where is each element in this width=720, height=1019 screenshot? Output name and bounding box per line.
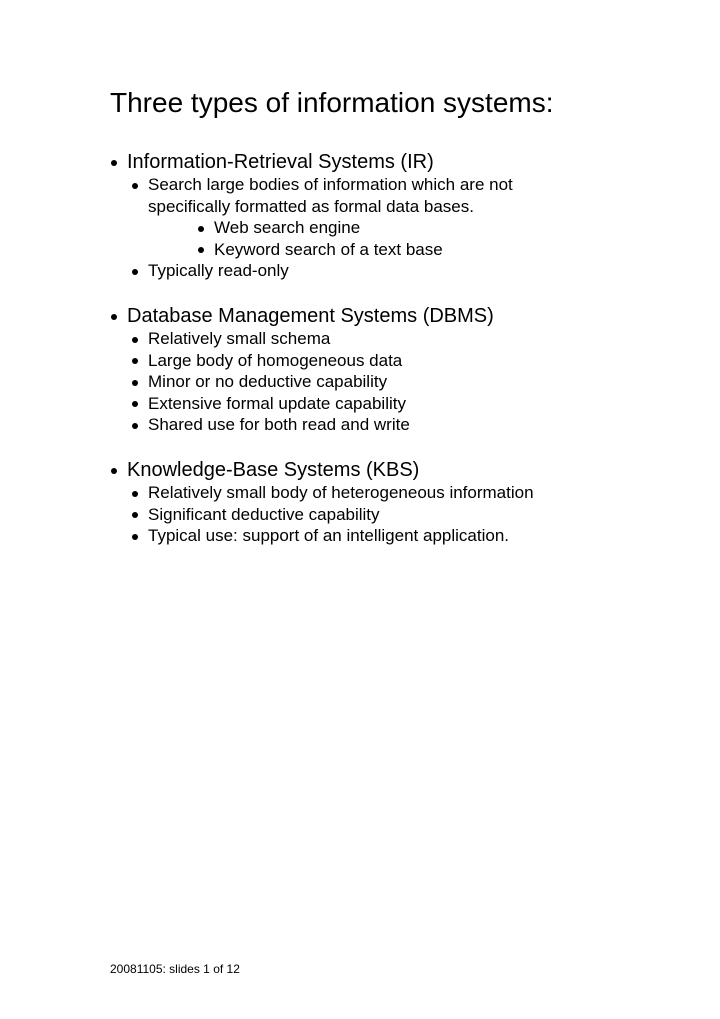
- list-item-text: Keyword search of a text base: [214, 239, 443, 259]
- list-item: [110, 414, 494, 436]
- bullet-icon: [198, 226, 204, 232]
- section-heading: Information-Retrieval Systems (IR): [127, 151, 434, 173]
- list-item: [110, 371, 494, 393]
- list-item: [110, 504, 534, 526]
- section-ir: [110, 150, 513, 282]
- bullet-icon: [132, 423, 138, 429]
- list-item-heading: [110, 150, 513, 174]
- list-item-heading: [110, 458, 534, 482]
- bullet-icon: [111, 314, 117, 320]
- list-item: [110, 328, 494, 350]
- list-item: [110, 350, 494, 372]
- list-item-text: Typical use: support of an intelligent application.: [148, 526, 510, 545]
- bullet-icon: [132, 512, 138, 518]
- bullet-icon: [198, 247, 204, 253]
- bullet-icon: [132, 401, 138, 407]
- list-item: [110, 482, 534, 504]
- list-item-text: Extensive formal update capability: [148, 393, 406, 413]
- list-item-text: Shared use for both read and write: [148, 415, 410, 434]
- list-item: [110, 525, 534, 547]
- bullet-icon: [132, 269, 138, 275]
- list-item: [110, 239, 513, 261]
- list-item: [110, 260, 513, 282]
- list-item-text: Typically read-only: [148, 261, 289, 280]
- list-item-text: Search large bodies of information which are not: [148, 175, 513, 194]
- list-item: [110, 393, 494, 415]
- list-item-text: Web search engine: [214, 218, 361, 237]
- list-item-text: Minor or no deductive capability: [148, 372, 388, 391]
- bullet-icon: [132, 380, 138, 386]
- list-item-text: Large body of homogeneous data: [148, 350, 403, 370]
- list-item: [110, 217, 513, 239]
- list-item: [110, 174, 513, 196]
- list-item-text-continuation: specifically formatted as formal data bases.: [148, 196, 474, 216]
- bullet-icon: [132, 534, 138, 540]
- bullet-icon: [111, 160, 117, 166]
- list-item-text: Significant deductive capability: [148, 504, 380, 524]
- section-heading: Database Management Systems (DBMS): [127, 305, 494, 327]
- bullet-icon: [132, 337, 138, 343]
- section-dbms: [110, 304, 494, 436]
- bullet-icon: [111, 468, 117, 474]
- page-footer: 20081105: slides 1 of 12: [110, 962, 240, 976]
- bullet-icon: [132, 491, 138, 497]
- section-kbs: [110, 458, 534, 547]
- page-title: Three types of information systems:: [110, 87, 554, 118]
- list-item-text: Relatively small body of heterogeneous information: [148, 483, 534, 502]
- list-item-heading: [110, 304, 494, 328]
- list-item-text: Relatively small schema: [148, 329, 331, 348]
- bullet-icon: [132, 183, 138, 189]
- bullet-icon: [132, 358, 138, 364]
- section-heading: Knowledge-Base Systems (KBS): [127, 459, 420, 481]
